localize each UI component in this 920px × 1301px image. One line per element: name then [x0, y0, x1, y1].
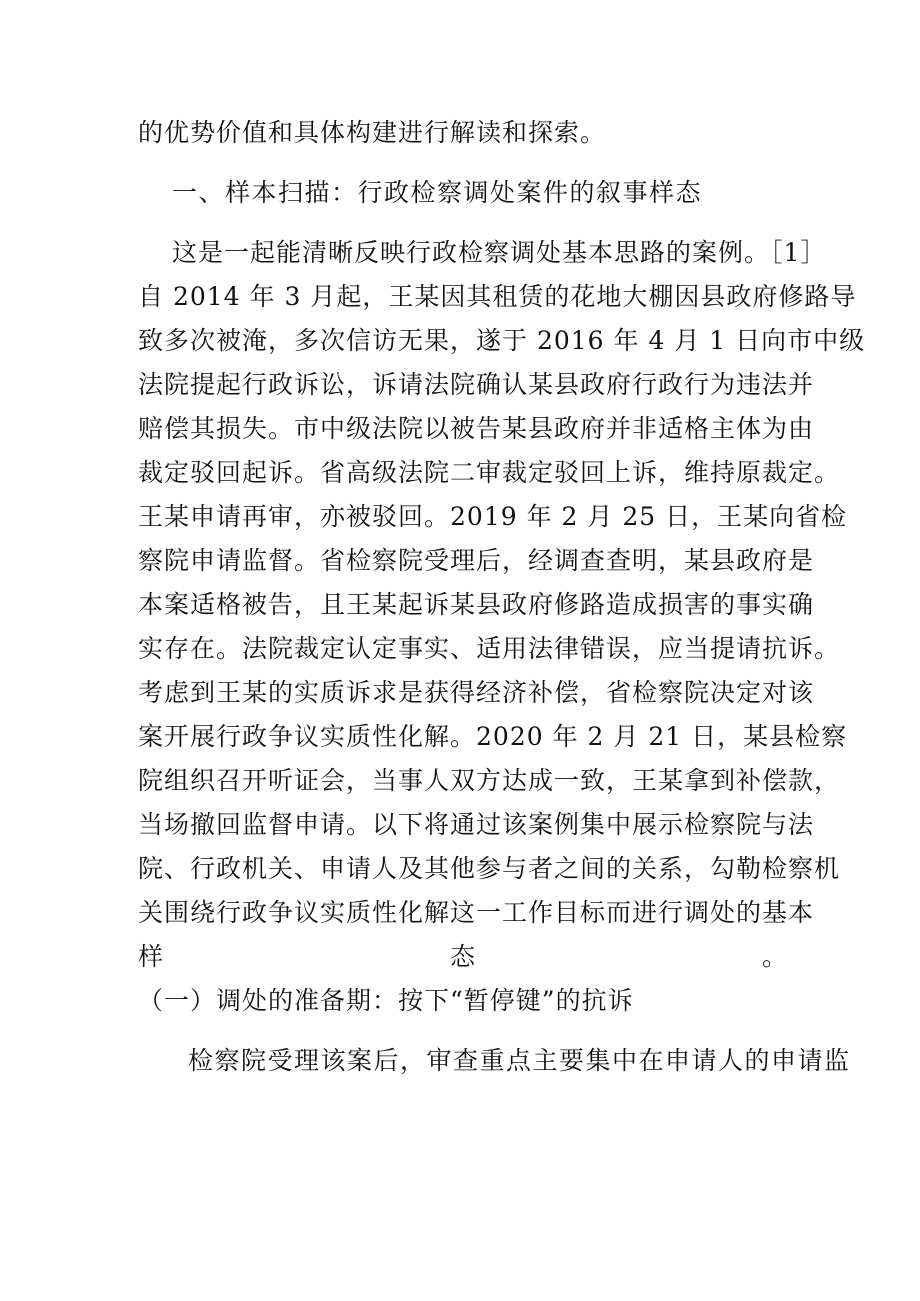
text-line: 案开展行政争议实质性化解。2020 年 2 月 21 日，某县检察 [138, 722, 848, 751]
text-line: 裁定驳回起诉。省高级法院二审裁定驳回上诉，维持原裁定。 [138, 458, 841, 487]
text-line: 样态。 [138, 942, 788, 971]
text-line: 的优势价值和具体构建进行解读和探索。 [138, 118, 607, 147]
section-heading: 一、样本扫描：行政检察调处案件的叙事样态 [172, 178, 703, 207]
text-line: 院、行政机关、申请人及其他参与者之间的关系，勾勒检察机 [138, 854, 841, 883]
text-line: 本案适格被告，且王某起诉某县政府修路造成损害的事实确 [138, 590, 815, 619]
subsection-heading: 检察院受理该案后，审查重点主要集中在申请人的申请监 [188, 1046, 851, 1075]
text-line: 法院提起行政诉讼，诉请法院确认某县政府行政行为违法并 [138, 370, 815, 399]
text-line: （一）调处的准备期：按下“暂停键”的抗诉 [138, 986, 634, 1015]
text-line: 实存在。法院裁定认定事实、适用法律错误，应当提请抗诉。 [138, 634, 841, 663]
text-line: 院组织召开听证会，当事人双方达成一致，王某拿到补偿款， [138, 766, 841, 795]
text-line: 赔偿其损失。市中级法院以被告某县政府并非适格主体为由 [138, 414, 815, 443]
text-line: 考虑到王某的实质诉求是获得经济补偿，省检察院决定对该 [138, 678, 815, 707]
text-line: 当场撤回监督申请。以下将通过该案例集中展示检察院与法 [138, 810, 815, 839]
text-line: 自 2014 年 3 月起，王某因其租赁的花地大棚因县政府修路导 [138, 282, 857, 311]
text-line: 致多次被淹，多次信访无果，遂于 2016 年 4 月 1 日向市中级 [138, 326, 866, 355]
text-line: 王某申请再审，亦被驳回。2019 年 2 月 25 日，王某向省检 [138, 502, 848, 531]
text-line: 这是一起能清晰反映行政检察调处基本思路的案例。［1］ [172, 238, 827, 267]
text-line: 察院申请监督。省检察院受理后，经调查查明，某县政府是 [138, 546, 815, 575]
text-line: 关围绕行政争议实质性化解这一工作目标而进行调处的基本 [138, 898, 815, 927]
